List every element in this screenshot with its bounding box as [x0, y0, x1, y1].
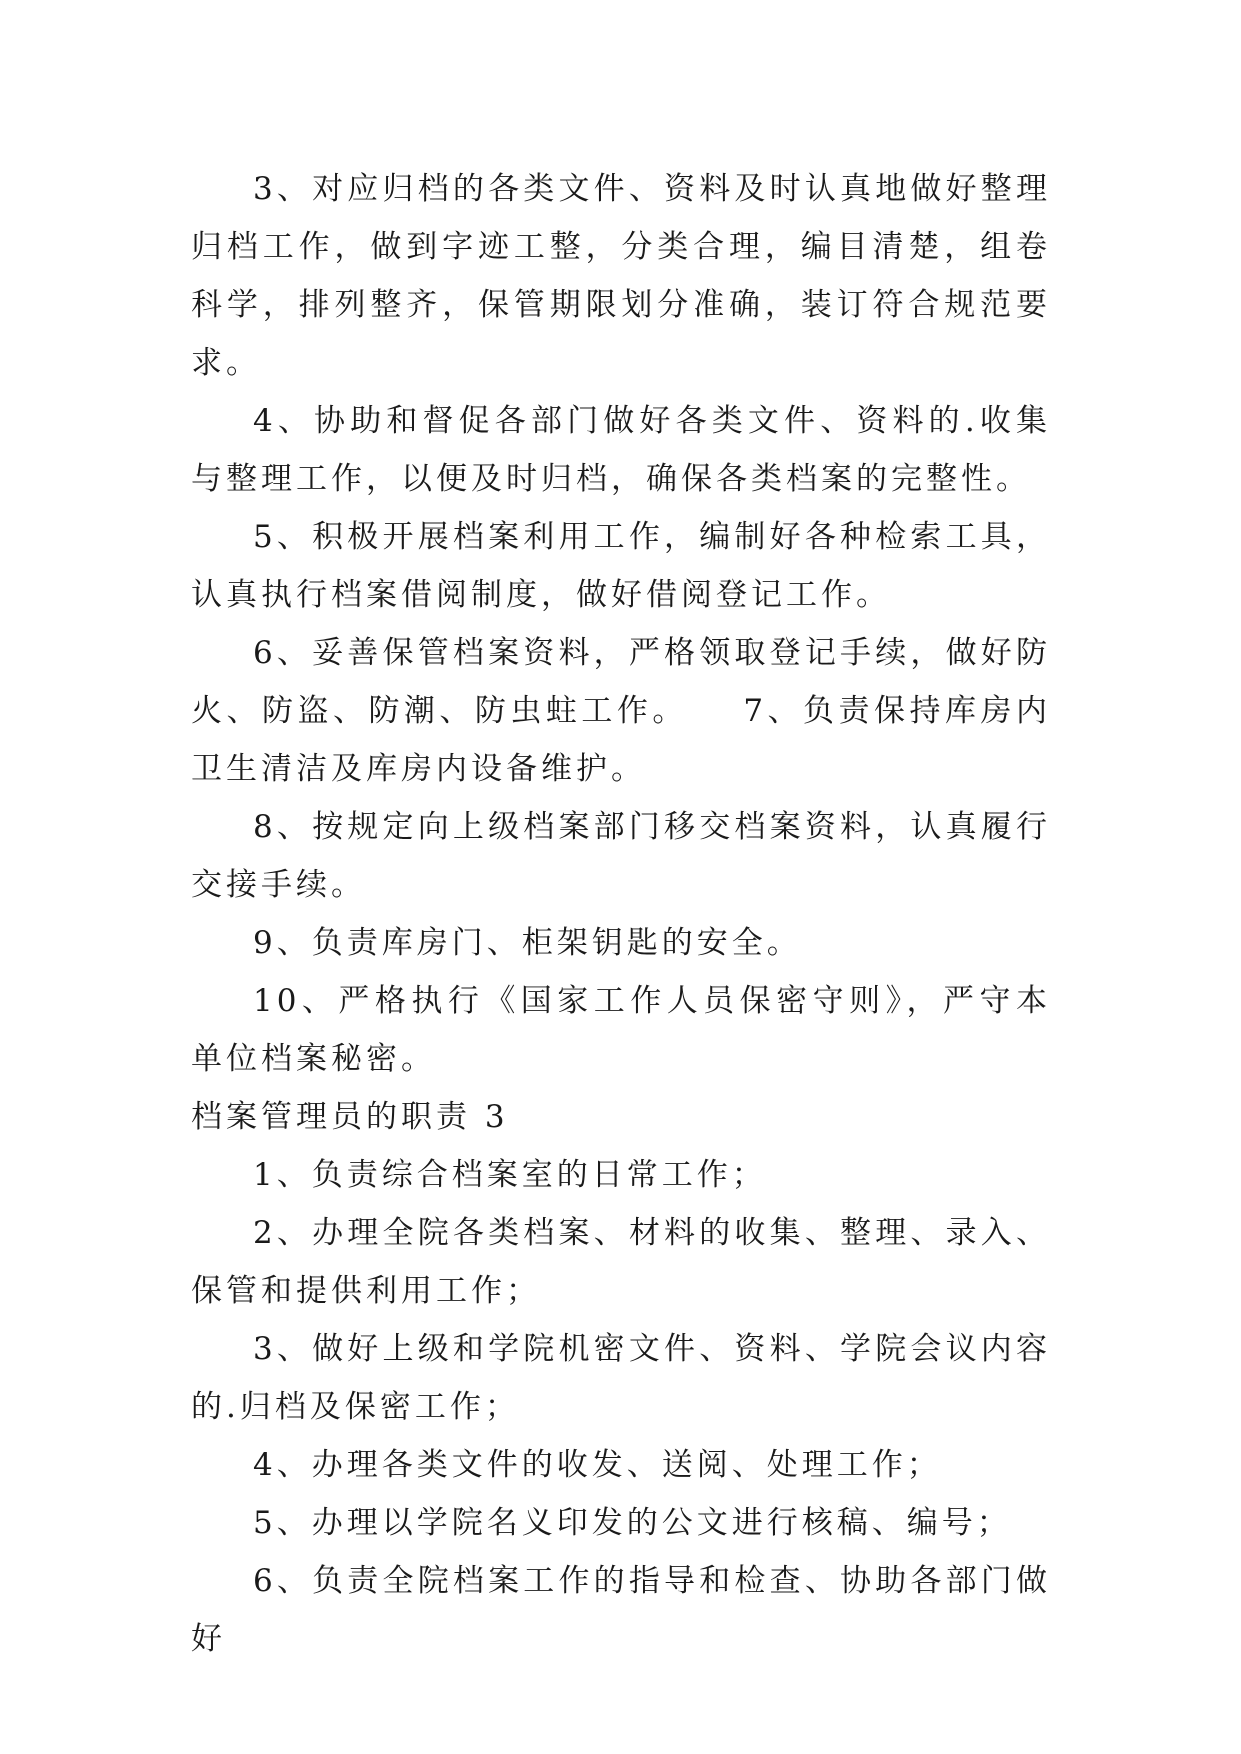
paragraph-item-6-7: 6、妥善保管档案资料，严格领取登记手续，做好防火、防盗、防潮、防虫蛀工作。 7、负责保持库房内卫生清洁及库房内设备维护。: [191, 635, 1051, 787]
paragraph-item-8: 8、按规定向上级档案部门移交档案资料，认真履行交接手续。: [191, 809, 1051, 903]
paragraph-item-9: 9、负责库房门、柜架钥匙的安全。: [253, 925, 802, 961]
section-paragraph-6: 6、负责全院档案工作的指导和检查、协助各部门做好: [191, 1563, 1051, 1657]
paragraph-item-10: 10、严格执行《国家工作人员保密守则》，严守本单位档案秘密。: [191, 983, 1051, 1077]
section-paragraph-4: 4、办理各类文件的收发、送阅、处理工作；: [253, 1447, 942, 1483]
paragraph-item-3: 3、对应归档的各类文件、资料及时认真地做好整理归档工作，做到字迹工整，分类合理，编目清楚，组卷科学，排列整齐，保管期限划分准确，装订符合规范要求。: [191, 171, 1051, 381]
section-paragraph-2: 2、办理全院各类档案、材料的收集、整理、录入、保管和提供利用工作；: [191, 1215, 1051, 1309]
section-paragraph-1: 1、负责综合档案室的日常工作；: [253, 1157, 767, 1193]
document-body: [191, 160, 1051, 1668]
paragraph-item-5: 5、积极开展档案利用工作，编制好各种检索工具，认真执行档案借阅制度，做好借阅登记工作。: [191, 519, 1051, 613]
section-paragraph-3: 3、做好上级和学院机密文件、资料、学院会议内容的.归档及保密工作；: [191, 1331, 1051, 1425]
paragraph-item-4: 4、协助和督促各部门做好各类文件、资料的.收集与整理工作，以便及时归档，确保各类档案的完整性。: [191, 403, 1051, 497]
section-paragraph-5: 5、办理以学院名义印发的公文进行核稿、编号；: [253, 1505, 1012, 1541]
section-title: 档案管理员的职责 3: [191, 1099, 509, 1135]
